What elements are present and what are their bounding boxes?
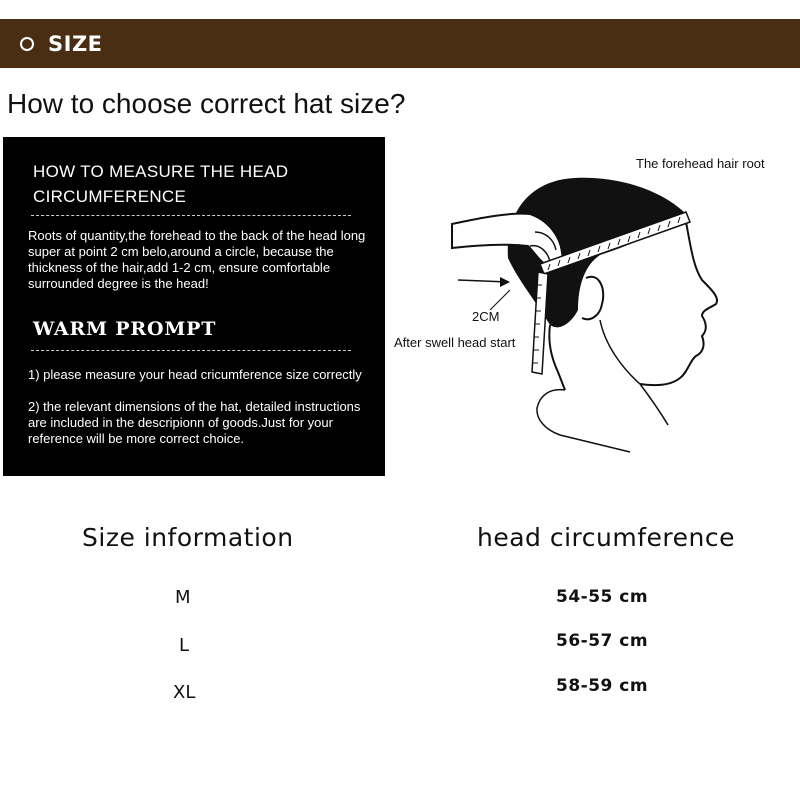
tip-2: 2) the relevant dimensions of the hat, detailed instructions are included in the descripionn of goods.Just for your reference will be more correct choice. xyxy=(28,399,361,446)
ear-shape xyxy=(582,277,603,319)
2cm-label: 2CM xyxy=(472,309,500,324)
arrow-head-icon xyxy=(500,277,510,287)
dashed-divider xyxy=(31,350,351,351)
circumference-column-header: head circumference xyxy=(477,523,735,552)
dashed-divider xyxy=(31,215,351,216)
head-measure-diagram xyxy=(390,140,795,470)
circ-cell-m: 54-55 cm xyxy=(556,587,649,607)
banner-label: SIZE xyxy=(48,31,103,56)
warm-prompt-title: WARM PROMPT xyxy=(33,318,217,340)
size-banner xyxy=(0,19,800,68)
neck-back xyxy=(549,325,565,390)
circle-bullet-icon xyxy=(20,37,34,51)
swell-label: After swell head start xyxy=(394,335,516,350)
size-cell-m: M xyxy=(175,587,191,608)
circ-cell-xl: 58-59 cm xyxy=(556,676,649,696)
size-cell-l: L xyxy=(179,635,190,656)
tip-1: 1) please measure your head cricumference size correctly xyxy=(28,367,362,382)
hand-shape xyxy=(452,214,562,269)
measure-instructions-box xyxy=(3,137,385,476)
measure-body: Roots of quantity,the forehead to the back of the head long super at point 2 cm belo,around a circle, because the thickness of the hair,add 1-2 cm, ensure comfortable surrounded degree is the head! xyxy=(28,228,366,291)
page-title: How to choose correct hat size? xyxy=(7,88,406,119)
face-outline xyxy=(640,212,717,385)
size-cell-xl: XL xyxy=(173,682,196,703)
circ-cell-l: 56-57 cm xyxy=(556,631,649,651)
forehead-label: The forehead hair root xyxy=(636,156,765,171)
size-column-header: Size information xyxy=(82,523,294,552)
2cm-pointer xyxy=(490,290,510,310)
jaw-line xyxy=(600,320,640,384)
measure-title: HOW TO MEASURE THE HEAD CIRCUMFERENCE xyxy=(33,162,289,206)
shoulder-outline xyxy=(537,384,668,452)
